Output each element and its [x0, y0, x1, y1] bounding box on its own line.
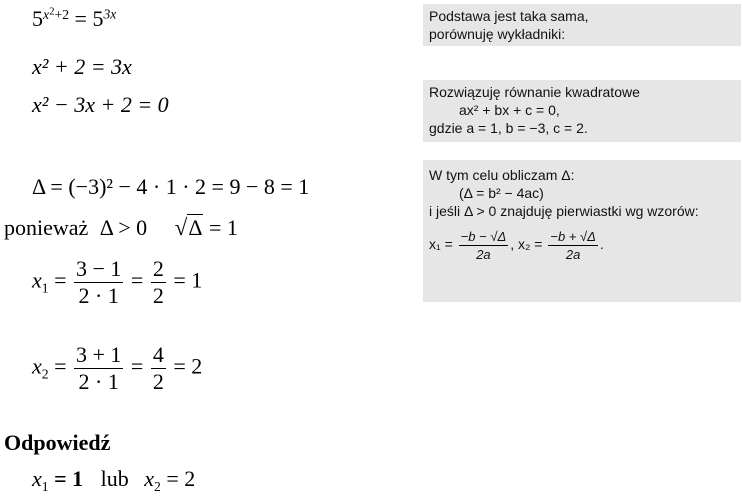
delta-greater-zero: Δ > 0: [99, 215, 148, 240]
delta-computation: Δ = (−3)² − 4 · 1 · 2 = 9 − 8 = 1: [32, 174, 310, 199]
answer-line: $x_1 = 1$ lub $x_2 = 2$: [32, 466, 196, 494]
sqrt-delta: √Δ: [174, 214, 203, 240]
delta-condition: ponieważ Δ > 0 √Δ = 1: [4, 214, 238, 240]
x1-fraction-simplified: $\frac{2}{2}$: [152, 256, 164, 308]
equation-exponential: $5^{x^2+2} = 5^{3x}$: [32, 5, 117, 31]
root-x2-formula: $x_2$ = $\frac{3 + 1}{2 \cdot 1}$ = $\frac{4}{2}$ = 2: [32, 342, 203, 394]
base-lhs: 5: [32, 6, 43, 31]
x1-fraction: $\frac{3 - 1}{2 \cdot 1}$: [76, 256, 122, 308]
base-rhs: 5: [92, 6, 104, 31]
x2-general-fraction: $\frac{-b + √\Delta}{2a}$: [550, 229, 596, 262]
or-word: lub: [100, 466, 129, 491]
answer-heading: Odpowiedź: [4, 430, 111, 455]
note-delta-formulas: W tym celu obliczam Δ: (Δ = b² − 4ac) i jeśli Δ > 0 znajduję pierwiastki wg wzorów: x₁ = $\frac{-b - √\Delta}{2a}$ , x₂ = $\frac{-b + √\Delta}{2a}$ .: [423, 160, 741, 302]
equation-quadratic: x² − 3x + 2 = 0: [32, 92, 169, 117]
equation-exponents: x² + 2 = 3x: [32, 54, 132, 79]
root-formulas: x₁ = $\frac{-b - √\Delta}{2a}$ , x₂ = $\frac{-b + √\Delta}{2a}$ .: [429, 229, 604, 262]
x1-general-fraction: $\frac{-b - √\Delta}{2a}$: [460, 229, 507, 262]
since-word: ponieważ: [4, 215, 89, 240]
root-x1-formula: $x_1$ = $\frac{3 - 1}{2 \cdot 1}$ = $\frac{2}{2}$ = 1: [32, 256, 203, 308]
x2-fraction-simplified: $\frac{4}{2}$: [152, 342, 164, 394]
x2-fraction: $\frac{3 + 1}{2 \cdot 1}$: [76, 342, 122, 394]
note-same-base: Podstawa jest taka sama, porównuję wykładniki:: [423, 4, 741, 46]
note-quadratic: Rozwiązuję równanie kwadratowe ax² + bx + c = 0, gdzie a = 1, b = −3, c = 2.: [423, 80, 741, 142]
